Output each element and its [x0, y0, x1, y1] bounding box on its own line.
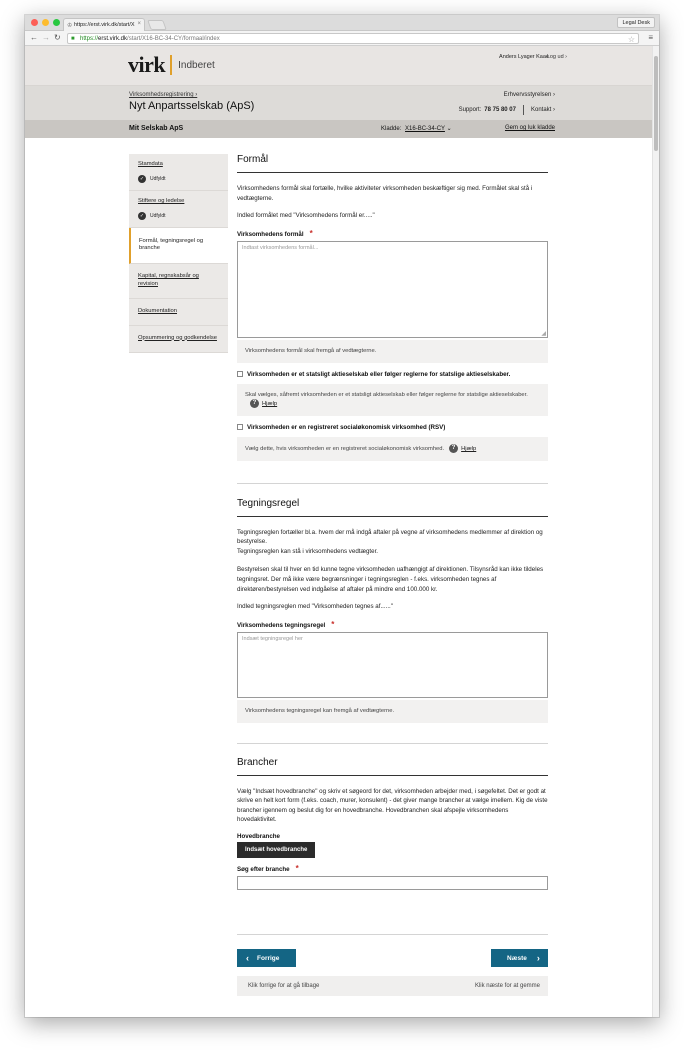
chevron-right-icon: ›: [536, 953, 540, 964]
tegning-p1b: Tegningsreglen kan stå i virksomhedens vedtægter.: [237, 547, 379, 555]
brancher-intro: Vælg "Indsæt hovedbranche" og skriv et søgeord for det, virksomheden arbejder med, i søgefeltet. Det er godt at skrive en helt kort form (f.eks. coach, murer, konsulent) - det giver mange brancher at vælge imellem. Kig de viste brancher igennem og beslut dig for en hovedbranche. Hovedbranchen skal afspejle virksomhedens hovedaktivitet.: [237, 787, 548, 824]
tegning-field-label: [237, 620, 548, 629]
required-asterisk-icon: *: [295, 864, 299, 874]
virk-logo[interactable]: [128, 52, 215, 78]
scrollbar-thumb[interactable]: [654, 56, 658, 151]
search-branche-text: Søg efter branche: [237, 866, 290, 874]
chevron-down-icon: ⌄: [446, 126, 452, 132]
page-scrollbar[interactable]: [652, 46, 659, 1017]
bookmark-star-icon[interactable]: ☆: [627, 35, 635, 44]
contact-link[interactable]: Kontakt ›: [530, 107, 555, 113]
section-title-tegningsregel: Tegningsregel: [237, 498, 548, 517]
help-icon[interactable]: ?: [250, 399, 259, 408]
status-text: Udfyldt: [150, 212, 166, 219]
sidebar-item-formaal[interactable]: [129, 228, 228, 265]
maximize-window-button[interactable]: [53, 19, 60, 26]
close-tab-icon[interactable]: ×: [137, 21, 141, 27]
help-link[interactable]: Hjælp: [461, 445, 477, 452]
status-completed: [138, 175, 219, 183]
help-link[interactable]: Hjælp: [262, 401, 278, 408]
draft-selector[interactable]: [381, 125, 452, 132]
tegning-p1: Tegningsreglen fortæller bl.a. hvem der må indgå aftaler på vegne af virksomhedens medlemmer af direktion og bestyrelse.: [237, 528, 543, 546]
support-label: Support:: [458, 107, 482, 113]
company-bar: [25, 120, 659, 138]
prev-button[interactable]: [237, 949, 296, 967]
sidebar-item-stamdata[interactable]: [129, 154, 228, 191]
nav-hint-strip: [237, 976, 548, 996]
section-title-brancher: Brancher: [237, 757, 548, 776]
sidebar-item-label[interactable]: Opsummering og godkendelse: [138, 334, 217, 341]
formaal-label-text: Virksomhedens formål: [237, 230, 304, 238]
sidebar-item-dokumentation[interactable]: [129, 299, 228, 326]
profile-button[interactable]: Legal Desk: [617, 17, 655, 28]
help-icon[interactable]: ?: [449, 444, 458, 453]
url-path: /start/X16-BC-34-CY/formaal/index: [127, 36, 220, 42]
section-divider: [237, 934, 548, 935]
close-window-button[interactable]: [31, 19, 38, 26]
tegning-label-text: Virksomhedens tegningsregel: [237, 621, 326, 629]
chevron-left-icon: ‹: [246, 953, 249, 964]
minimize-window-button[interactable]: [42, 19, 49, 26]
lock-icon: ■: [71, 36, 75, 42]
sidebar-item-stiftere[interactable]: [129, 191, 228, 228]
rsv-checkbox-row[interactable]: [237, 424, 548, 431]
sidebar-item-label[interactable]: Stiftere og ledelse: [138, 197, 185, 204]
window-controls: [31, 19, 60, 26]
statsligt-label[interactable]: Virksomheden er et statsligt aktieselskab eller følger reglerne for statslige aktieselskaber.: [247, 370, 511, 378]
hovedbranche-label: Hovedbranche: [237, 833, 280, 841]
back-arrow-icon[interactable]: ←: [30, 33, 38, 42]
checkmark-icon: ✓: [139, 175, 145, 182]
required-asterisk-icon: *: [331, 619, 335, 629]
prev-label: Forrige: [257, 954, 280, 962]
search-branche-input[interactable]: [237, 876, 548, 890]
forward-arrow-icon[interactable]: →: [42, 33, 50, 42]
statsligt-checkbox[interactable]: [237, 371, 243, 377]
page-title: Nyt Anpartsselskab (ApS): [129, 100, 255, 112]
sidebar-item-opsummering[interactable]: [129, 326, 228, 353]
tegning-hint: Virksomhedens tegningsregel kan fremgå af vedtægterne.: [237, 700, 548, 723]
rsv-checkbox[interactable]: [237, 424, 243, 430]
url-host: erst.virk.dk: [98, 36, 128, 42]
rsv-hint-text: Vælg dette, hvis virksomheden er en registreret socialøkonomisk virksomhed.: [245, 445, 445, 452]
status-completed: [138, 212, 219, 220]
user-name: Anders Lyager Kaae: [499, 54, 549, 60]
tegning-placeholder: Indsæt tegningsregel her: [242, 635, 303, 642]
support-info: [459, 105, 555, 115]
save-close-link[interactable]: Gem og luk kladde: [504, 125, 555, 131]
section-divider: [237, 743, 548, 744]
formaal-placeholder: Indtast virksomhedens formål...: [242, 244, 319, 251]
tegning-textarea[interactable]: [237, 632, 548, 698]
statsligt-checkbox-row[interactable]: [237, 371, 548, 378]
sidebar-item-label[interactable]: Kapital, regnskabsår og revision: [138, 273, 199, 288]
browser-window: [25, 15, 659, 1017]
draft-code[interactable]: X16-BC-34-CY: [405, 126, 445, 132]
url-input[interactable]: [67, 33, 639, 44]
page-viewport: [25, 46, 659, 1017]
support-divider: [523, 105, 524, 115]
breadcrumb-bar: [25, 86, 659, 120]
agency-link[interactable]: Erhvervsstyrelsen ›: [503, 92, 555, 98]
url-scheme: https://: [80, 36, 99, 42]
browser-tabbar: [25, 15, 659, 31]
logo-text: virk: [128, 52, 166, 77]
hamburger-menu-icon[interactable]: ≡: [648, 33, 653, 42]
main-form: [237, 154, 548, 996]
company-name: Mit Selskab ApS: [129, 125, 184, 132]
resize-handle-icon[interactable]: ◢: [541, 330, 546, 337]
statsligt-hint-text: Skal vælges, såfremt virksomheden er et statsligt aktieselskab eller følger reglerne for statslige aktieselskaber.: [245, 391, 528, 398]
checkmark-icon: ✓: [139, 212, 145, 219]
required-asterisk-icon: *: [309, 228, 313, 238]
next-label: Næste: [507, 954, 527, 962]
new-tab-button[interactable]: [147, 20, 167, 30]
status-text: Udfyldt: [150, 175, 166, 182]
site-header: [25, 46, 659, 86]
crown-icon: ♔: [67, 23, 73, 29]
logout-link[interactable]: Log ud ›: [546, 54, 567, 60]
draft-label: Kladde:: [381, 126, 402, 132]
insert-hovedbranche-button[interactable]: Indsæt hovedbranche: [237, 842, 315, 858]
sidebar-item-kapital[interactable]: [129, 264, 228, 299]
form-nav: [237, 949, 548, 967]
support-phone: 78 75 80 07: [484, 107, 516, 113]
tab-title: https://erst.virk.dk/start/X: [74, 22, 135, 28]
rsv-label[interactable]: Virksomheden er en registreret socialøkonomisk virksomhed (RSV): [247, 423, 446, 431]
section-divider: [237, 483, 548, 484]
formaal-lead: Indled formålet med "Virksomhedens formål er.....": [237, 212, 375, 220]
formaal-hint: Virksomhedens formål skal fremgå af vedtægterne.: [237, 340, 548, 363]
step-sidebar: [129, 154, 228, 353]
address-bar: [25, 31, 659, 46]
section-title-formaal: Formål: [237, 154, 548, 173]
logo-divider: [170, 55, 172, 75]
tegning-p2: Bestyrelsen skal til hver en tid kunne tegne virksomheden uafhængigt af direktionen. Tilsynsråd kan ikke tildeles tegningsret. Der må ikke være begrænsninger i tegningsreglen - f.eks. virksomheden tegnes af direktøren/bestyrelsen ved indgåelse af aftaler på mindre end 100.000 kr.: [237, 566, 544, 593]
rsv-hint: [237, 437, 548, 461]
formaal-intro: Virksomhedens formål skal fortælle, hvilke aktiviteter virksomheden beskæftiger sig med. Formålet skal stå i vedtægterne.: [237, 185, 533, 202]
sidebar-item-label[interactable]: Stamdata: [138, 161, 163, 167]
prev-hint: Klik forrige for at gå tilbage: [248, 983, 320, 990]
sidebar-item-label[interactable]: Dokumentation: [138, 307, 177, 314]
statsligt-hint: [237, 384, 548, 416]
formaal-textarea[interactable]: [237, 241, 548, 338]
next-hint: Klik næste for at gemme: [474, 983, 540, 990]
breadcrumb[interactable]: Virksomhedsregistrering ›: [129, 92, 198, 98]
browser-tab[interactable]: [63, 18, 145, 31]
sidebar-item-label: Formål, tegningsregel og branche: [139, 237, 204, 252]
reload-icon[interactable]: ↻: [54, 33, 61, 42]
formaal-field-label: [237, 229, 548, 238]
tegning-lead: Indled tegningsreglen med "Virksomheden tegnes af......": [237, 603, 393, 611]
logo-subtitle: Indberet: [178, 59, 215, 71]
search-branche-label: [237, 864, 548, 873]
next-button[interactable]: [491, 949, 548, 967]
